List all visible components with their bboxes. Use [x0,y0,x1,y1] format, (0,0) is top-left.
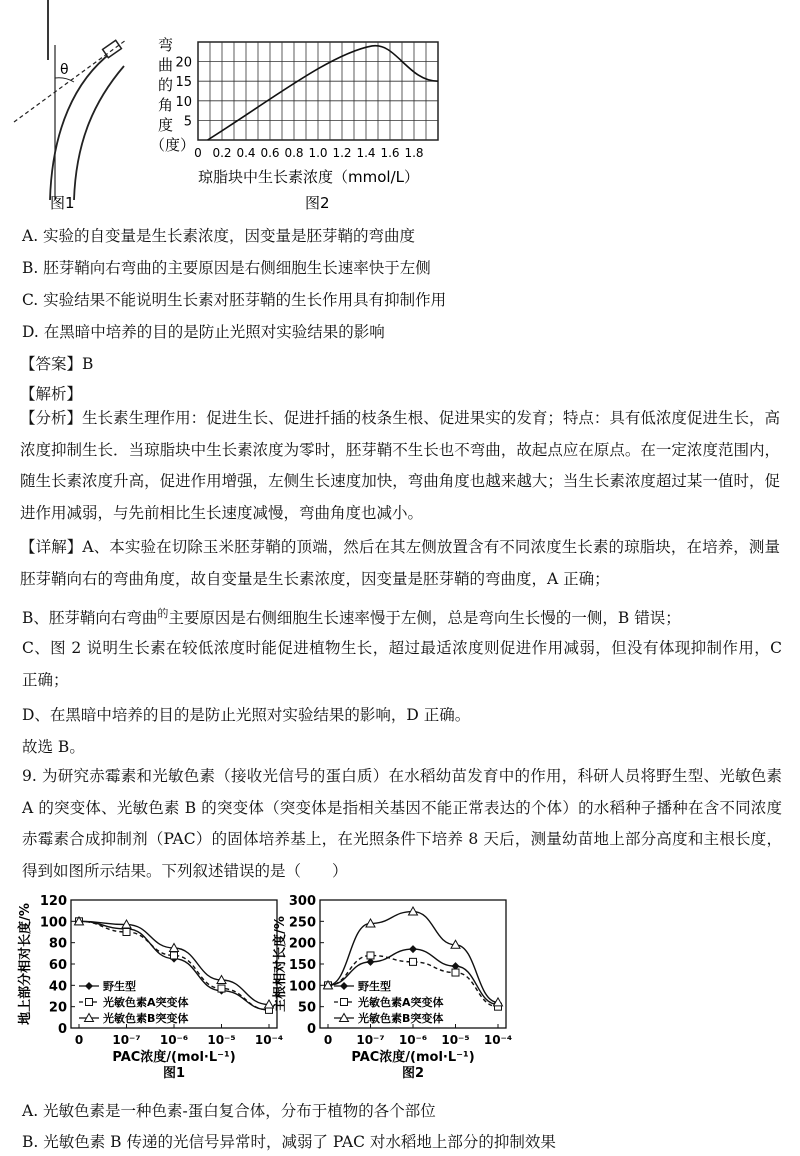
fig2-ylabel-char: 角 [158,96,174,114]
chart-title: 图2 [401,1066,425,1081]
fig2-xtick: 0.8 [284,146,304,160]
fig2-xlabel: 琼脂块中生长素浓度（mmol/L） [198,168,419,186]
chart-ytick: 20 [48,1000,67,1016]
legend-label: 野生型 [103,980,136,993]
data-point [409,945,417,953]
chart-ytick: 0 [306,1022,316,1037]
detail-c: C、图 2 说明生长素在较低浓度时能促进植物生长，超过最适浓度则促进作用减弱，但没有体现抑制作用，C 正确； [22,639,782,689]
fig2-xtick: 1.0 [308,146,328,160]
detail-a: 【详解】A、本实验在切除玉米胚芽鞘的顶端，然后在其左侧放置含有不同浓度生长素的琼脂块，在培养，测量胚芽鞘向右的弯曲角度，故自变量是生长素浓度，因变量是胚芽鞘的弯曲度，A 正确； [20,538,780,588]
chart-ytick: 300 [288,894,316,909]
angle-label: θ [60,62,69,78]
chart-xtick: 10⁻⁵ [441,1033,470,1047]
q9-option-b: B. 光敏色素 B 传递的光信号异常时，减弱了 PAC 对水稻地上部分的抑制效果 [22,1133,556,1151]
chart-fig2 [270,888,520,1093]
chart-xtick: 10⁻⁷ [356,1033,385,1047]
chart-ytick: 80 [48,936,67,952]
conclusion: 故选 B。 [22,738,85,756]
fig2-xtick: 0.2 [212,146,232,160]
fig2-curve [208,46,438,140]
chart-ytick: 200 [288,936,316,952]
chart-fig1 [15,888,285,1093]
legend-label: 光敏色素B突变体 [103,1012,189,1025]
legend-label: 野生型 [358,980,391,993]
chart-ytick: 120 [39,894,67,909]
chart-ytick: 100 [39,915,67,931]
data-point [171,952,178,959]
q9-option-a: A. 光敏色素是一种色素-蛋白复合体，分布于植物的各个部位 [22,1102,436,1120]
fig2-caption: 图2 [305,194,330,212]
chart-xtick: 10⁻⁶ [398,1033,428,1047]
fig2-ylabel-char: 曲 [158,56,174,74]
chart-ytick: 50 [297,1000,316,1016]
fig2-xtick: 1.8 [404,146,424,160]
fig2-xtick: 1.6 [380,146,400,160]
q8-option-b: B. 胚芽鞘向右弯曲的主要原因是右侧细胞生长速率快于左侧 [22,259,431,277]
chart-xtick: 10⁻⁷ [112,1033,141,1047]
q8-option-d: D. 在黑暗中培养的目的是防止光照对实验结果的影响 [22,323,385,341]
fig2-ylabel-char: 弯 [158,36,174,54]
fig2-ylabel-char: 的 [158,76,174,94]
chart-ytick: 0 [57,1022,67,1037]
data-point [123,929,130,936]
fig2-ytick: 20 [175,55,192,71]
chart-ytick: 40 [48,979,67,995]
detail-b: B、胚芽鞘向右弯曲$^的$主要原因是右侧细胞生长速率慢于左侧，总是弯向生长慢的一侧，B 错误； [22,607,681,628]
chart-ytick: 100 [288,979,316,995]
fig2-ytick: 5 [183,114,192,130]
chart-xlabel: PAC浓度/(mol·L⁻¹) [112,1050,236,1065]
chart-ytick: 250 [288,915,316,931]
fig2-xtick: 1.4 [356,146,376,160]
fig2-ylabel-char: 度 [158,116,174,134]
legend-label: 光敏色素A突变体 [103,996,189,1009]
legend-label: 光敏色素A突变体 [358,996,444,1009]
fig1-caption: 图1 [50,194,75,212]
chart-title: 图1 [162,1066,186,1081]
q8-option-c: C. 实验结果不能说明生长素对胚芽鞘的生长作用具有抑制作用 [22,291,447,309]
chart-ytick: 60 [48,958,67,973]
chart-xlabel: PAC浓度/(mol·L⁻¹) [351,1050,475,1065]
series-line [328,912,498,1003]
analysis-heading: 【解析】 [20,385,83,403]
chart-ytick: 150 [288,958,316,973]
chart-xtick: 0 [74,1033,84,1047]
chart-xtick: 10⁻⁴ [254,1033,284,1047]
chart-xtick: 10⁻⁶ [159,1033,189,1047]
analysis-paragraph: 【分析】生长素生理作用：促进生长、促进扦插的枝条生根、促进果实的发育；特点：具有低浓度促进生长，高浓度抑制生长．当琼脂块中生长素浓度为零时，胚芽鞘不生长也不弯曲，故起点应在原点。在一定浓度范围内，随生长素浓度升高，促进作用增强，左侧生长速度加快，弯曲角度也越来越大；当生长素浓度超过某一值时，促进作用减弱，与先前相比生长速度减慢，弯曲角度也减小。 [20,409,780,522]
fig2-xtick: 0 [194,146,202,160]
fig2-ytick: 15 [175,75,192,91]
figure-2-chart [140,0,460,215]
detail-d: D、在黑暗中培养的目的是防止光照对实验结果的影响，D 正确。 [22,706,471,724]
fig2-xtick: 0.6 [260,146,280,160]
legend-label: 光敏色素B突变体 [358,1012,444,1025]
data-point [452,969,459,976]
fig2-ytick: 10 [175,94,192,110]
chart-xtick: 0 [323,1033,333,1047]
chart-xtick: 10⁻⁵ [207,1033,236,1047]
fig2-xtick: 0.4 [236,146,256,160]
chart-ylabel: 地上部分相对长度/% [18,903,33,1025]
fig2-ylabel-char: （度） [150,136,196,154]
fig2-xtick: 1.2 [332,146,352,160]
question-9: 9. 为研究赤霉素和光敏色素（接收光信号的蛋白质）在水稻幼苗发育中的作用，科研人员将野生型、光敏色素 A 的突变体、光敏色素 B 的突变体（突变体是指相关基因不能正常表达的个体）的水稻种子播种在含不同浓度赤霉素合成抑制剂（PAC）的固体培养基上，在光照条件下培养 8 天后，测量幼苗地上部分高度和主根长度，得到如图所示结果。下列叙述错误的是（ ） [22,767,782,880]
data-point [367,952,374,959]
data-point [218,985,225,992]
q8-option-a: A. 实验的自变量是生长素浓度，因变量是胚芽鞘的弯曲度 [22,227,416,245]
answer: 【答案】B [20,355,94,373]
chart-ylabel: 主根相对长度/% [273,916,288,1012]
chart-xtick: 10⁻⁴ [483,1033,513,1047]
data-point [410,958,417,965]
